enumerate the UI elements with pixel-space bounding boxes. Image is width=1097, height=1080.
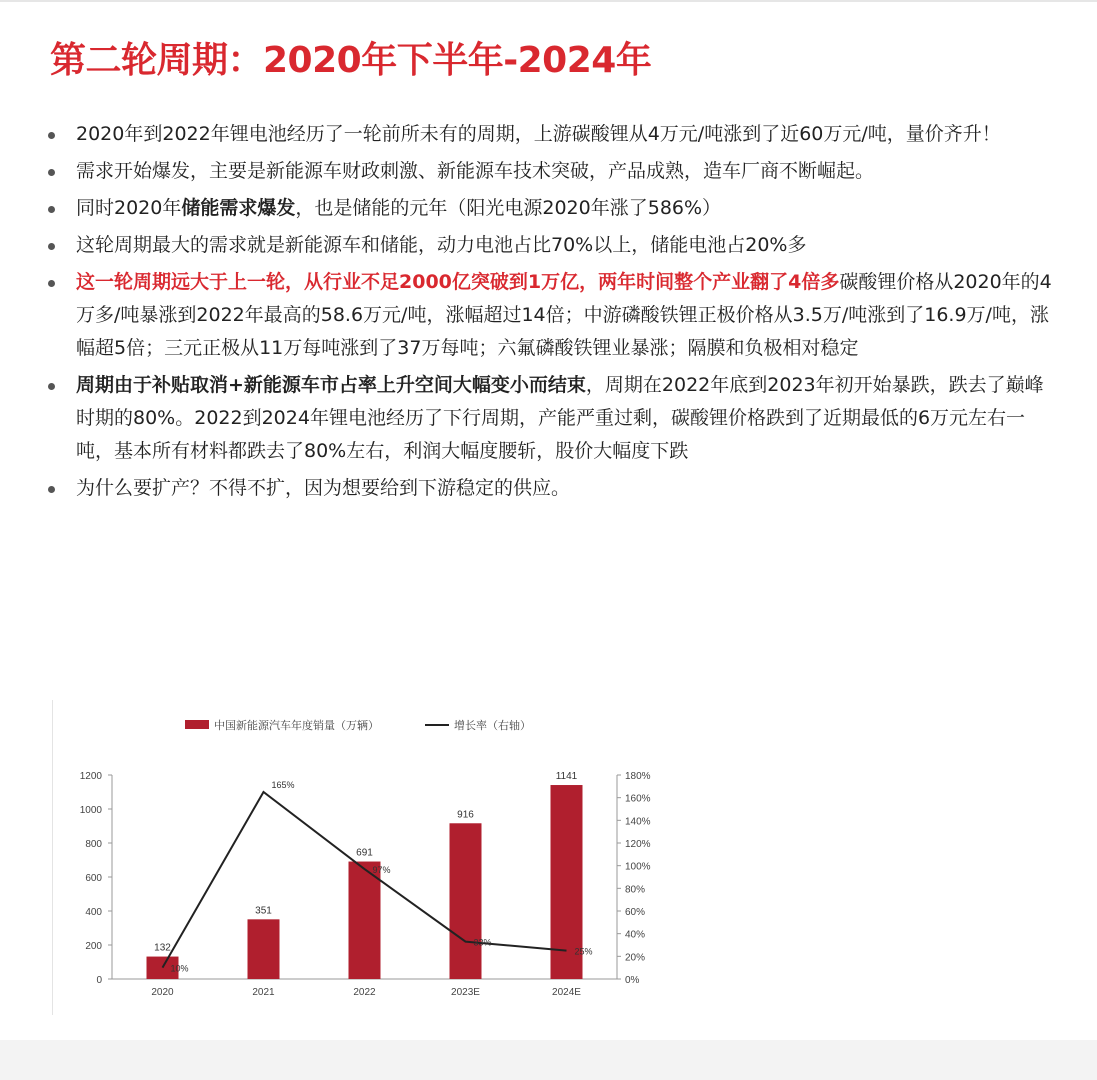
bullet-text: ，周期在2022年底到2023年初开始暴跌，跌去了巅峰时期的80%。2022到2024年锂电池经历了下行周期，产能严重过剩，碳酸锂价格跌到了近期最低的6万元左右一吨，基本所有材料都跌去了80%左右，利润大幅度腰斩，股价大幅度下跌 (76, 374, 1044, 462)
bullet-item (40, 229, 1060, 262)
bullet-list (40, 118, 1060, 509)
bottom-band (0, 1040, 1097, 1080)
right-tick-label: 100% (625, 861, 651, 873)
sales-chart (52, 700, 652, 1015)
category-label: 2024E (552, 987, 581, 998)
left-tick-label: 0 (96, 975, 102, 986)
bullet-text: 同时2020年 (76, 197, 182, 219)
bullet-text: 储能需求爆发 (181, 197, 296, 219)
bar-value-label: 132 (154, 942, 171, 954)
legend-bar-label: 中国新能源汽车年度销量（万辆） (214, 720, 379, 732)
bar-value-label: 1141 (555, 771, 578, 783)
bar-value-label: 916 (457, 809, 474, 821)
bullet-text: 2020年到2022年锂电池经历了一轮前所未有的周期，上游碳酸锂从4万元/吨涨到了近60万元/吨，量价齐升！ (76, 123, 1001, 145)
category-label: 2022 (353, 987, 376, 998)
category-label: 2020 (151, 987, 174, 998)
left-tick-label: 200 (85, 941, 102, 952)
left-tick-label: 1000 (79, 805, 102, 816)
growth-label: 97% (372, 865, 391, 876)
category-label: 2023E (451, 987, 480, 998)
bullet-text: 周期由于补贴取消+新能源车市占率上升空间大幅变小而结束 (76, 374, 586, 396)
left-tick-label: 400 (85, 907, 102, 918)
page-title: 第二轮周期：2020年下半年-2024年 (50, 40, 652, 81)
growth-label: 10% (170, 963, 189, 974)
bar (248, 919, 280, 979)
growth-label: 165% (271, 780, 295, 790)
bullet-dot (48, 280, 55, 287)
bar-value-label: 351 (255, 905, 272, 917)
legend-line-label: 增长率（右轴） (454, 720, 531, 732)
left-tick-label: 600 (85, 873, 102, 884)
bullet-text: 这轮周期最大的需求就是新能源车和储能，动力电池占比70%以上，储能电池占20%多 (76, 234, 807, 256)
legend-bar-swatch (185, 720, 209, 729)
bullet-dot (48, 169, 55, 176)
bar (450, 823, 482, 979)
bullet-item (40, 155, 1060, 188)
chart-svg (52, 700, 652, 1015)
bar-value-label: 691 (356, 847, 373, 859)
bullet-text: 需求开始爆发，主要是新能源车财政刺激、新能源车技术突破，产品成熟，造车厂商不断崛起。 (76, 160, 875, 182)
right-tick-label: 40% (625, 929, 646, 941)
bullet-text: ，也是储能的元年（阳光电源2020年涨了586%） (295, 197, 722, 219)
bullet-dot (48, 132, 55, 139)
right-tick-label: 120% (625, 839, 651, 850)
left-tick-label: 800 (85, 839, 102, 850)
category-label: 2021 (252, 987, 275, 998)
bullet-text: 碳酸锂价格从2020年的4万多/吨暴涨到2022年最高的58.6万元/吨，涨幅超过14倍；中游磷酸铁锂正极价格从3.5万/吨涨到了16.9万/吨，涨幅超5倍；三元正极从11万每吨涨到了37万每吨；六氟磷酸铁锂业暴涨；隔膜和负极相对稳定 (76, 271, 1052, 359)
bullet-item (40, 369, 1060, 468)
right-tick-label: 140% (625, 816, 651, 828)
top-divider (0, 0, 1097, 2)
bullet-dot (48, 383, 55, 390)
growth-label: 25% (574, 946, 593, 957)
growth-label: 33% (473, 937, 492, 948)
bullet-item (40, 192, 1060, 225)
bullet-dot (48, 486, 55, 493)
bullet-text: 为什么要扩产？不得不扩，因为想要给到下游稳定的供应。 (76, 477, 571, 499)
bullet-dot (48, 206, 55, 213)
left-tick-label: 1200 (79, 771, 102, 782)
bullet-item (40, 472, 1060, 505)
bullet-text: 这一轮周期远大于上一轮，从行业不足2000亿突破到1万亿，两年时间整个产业翻了4倍多 (76, 271, 840, 293)
right-tick-label: 20% (625, 952, 646, 964)
right-tick-label: 60% (625, 907, 646, 918)
right-tick-label: 0% (625, 975, 640, 986)
bar (349, 862, 381, 979)
bullet-dot (48, 243, 55, 250)
right-tick-label: 80% (625, 884, 646, 896)
right-tick-label: 180% (625, 771, 651, 782)
right-tick-label: 160% (625, 793, 651, 805)
bullet-item (40, 266, 1060, 365)
bullet-item (40, 118, 1060, 151)
